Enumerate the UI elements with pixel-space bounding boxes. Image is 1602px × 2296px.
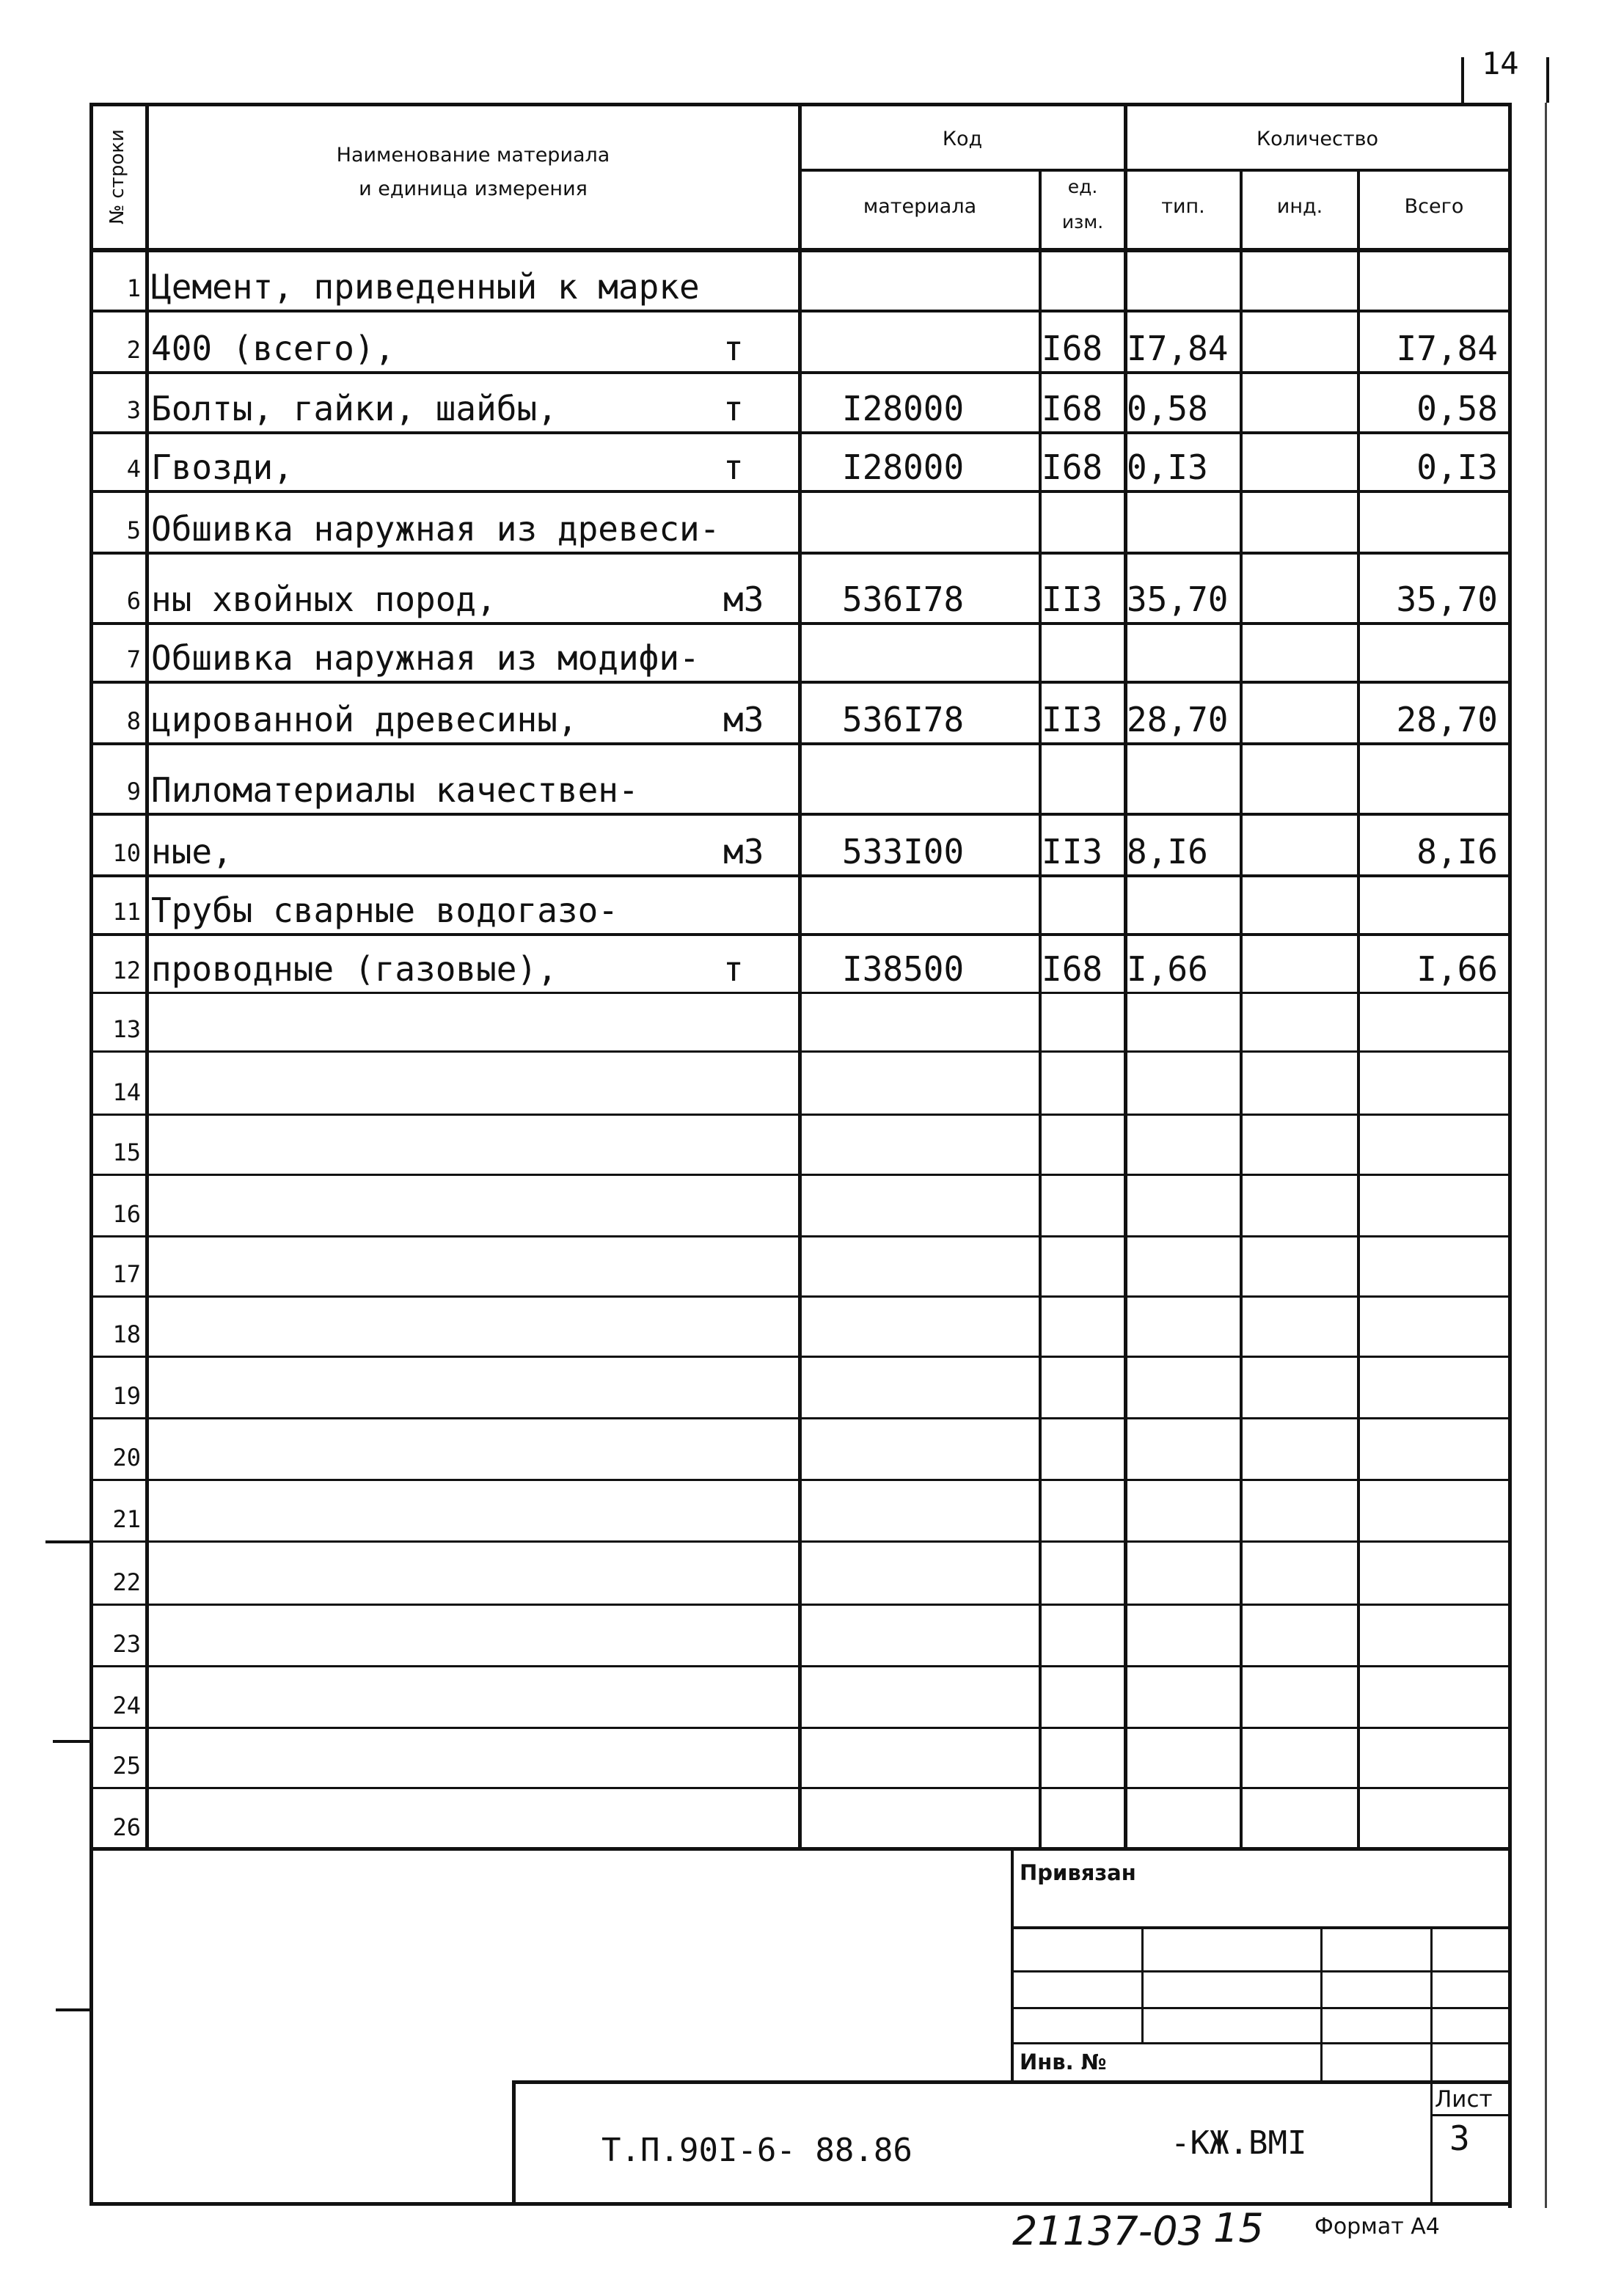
- row-divider: [89, 1417, 1510, 1419]
- quantity-total: 0,I3: [1416, 447, 1498, 487]
- material-unit: т: [723, 949, 744, 989]
- page-number: 14: [1482, 45, 1519, 81]
- row-divider: [89, 1235, 1510, 1237]
- right-margin-line: [1545, 103, 1547, 2208]
- material-name: Болты, гайки, шайбы,: [151, 389, 557, 428]
- typ-header: тип.: [1161, 195, 1205, 218]
- row-number: 6: [126, 587, 141, 615]
- row-divider: [89, 1356, 1510, 1358]
- row-divider: [89, 742, 1510, 745]
- row-divider: [89, 490, 1510, 493]
- sheet-label: Лист: [1435, 2086, 1493, 2113]
- material-name: Обшивка наружная из древеси-: [151, 509, 720, 549]
- material-unit: м3: [723, 580, 764, 619]
- row-divider: [89, 1665, 1510, 1667]
- row-divider: [89, 1479, 1510, 1481]
- unit-code: I68: [1042, 949, 1103, 989]
- material-name: 400 (всего),: [151, 329, 395, 368]
- row-divider: [89, 1540, 1510, 1543]
- material-unit: м3: [723, 700, 764, 739]
- row-number-header: № строки: [106, 129, 128, 224]
- quantity-typ: I7,84: [1127, 329, 1229, 368]
- unit-code: I68: [1042, 389, 1103, 428]
- row-divider: [89, 813, 1510, 816]
- quantity-typ: 28,70: [1127, 700, 1229, 739]
- row-number: 17: [112, 1260, 141, 1288]
- row-number: 10: [112, 839, 141, 867]
- unit-code: II3: [1042, 580, 1103, 619]
- document-code: Т.П.90I-6- 88.86: [601, 2132, 912, 2169]
- row-divider: [89, 933, 1510, 936]
- row-number: 16: [112, 1200, 141, 1228]
- handwritten-page: 15: [1213, 2205, 1264, 2251]
- row-number: 7: [126, 646, 141, 673]
- row-divider: [89, 431, 1510, 434]
- row-divider: [89, 310, 1510, 312]
- material-unit: т: [723, 447, 744, 487]
- row-divider: [89, 1050, 1510, 1053]
- quantity-total: 28,70: [1396, 700, 1498, 739]
- quantity-typ: I,66: [1127, 949, 1208, 989]
- total-header: Всего: [1404, 195, 1464, 218]
- row-divider: [89, 622, 1510, 625]
- quantity-typ: 0,58: [1127, 389, 1208, 428]
- row-number: 25: [112, 1752, 141, 1780]
- row-number: 8: [126, 707, 141, 735]
- margin-mark: [53, 1740, 91, 1743]
- row-divider: [89, 1604, 1510, 1606]
- unit-code: I68: [1042, 447, 1103, 487]
- name-header-line1: Наименование материала: [336, 144, 610, 167]
- quantity-typ: 35,70: [1127, 580, 1229, 619]
- row-number: 5: [126, 516, 141, 544]
- sheet-number: 3: [1449, 2118, 1470, 2158]
- material-name: ны хвойных пород,: [151, 580, 497, 619]
- format-label: Формат А4: [1314, 2214, 1440, 2240]
- material-name: цированной древесины,: [151, 700, 578, 739]
- row-number: 11: [112, 898, 141, 926]
- row-divider: [89, 371, 1510, 374]
- row-number: 21: [112, 1505, 141, 1533]
- inv-number-label: Инв. №: [1020, 2050, 1107, 2074]
- row-divider: [89, 1295, 1510, 1298]
- material-unit: т: [723, 389, 744, 428]
- row-number: 14: [112, 1078, 141, 1106]
- quantity-header: Количество: [1256, 128, 1379, 150]
- row-number: 24: [112, 1692, 141, 1719]
- margin-mark: [45, 1540, 91, 1543]
- material-name: ные,: [151, 832, 233, 871]
- code-header: Код: [942, 128, 983, 150]
- row-number: 26: [112, 1813, 141, 1841]
- material-code: I28000: [842, 447, 965, 487]
- unit-header-line2: изм.: [1061, 211, 1104, 233]
- document-suffix: -КЖ.ВМI: [1171, 2124, 1307, 2162]
- row-divider: [89, 992, 1510, 994]
- row-number: 13: [112, 1015, 141, 1043]
- row-divider: [89, 1727, 1510, 1729]
- row-divider: [89, 1114, 1510, 1116]
- material-code: 533I00: [842, 832, 965, 871]
- ind-header: инд.: [1276, 195, 1323, 218]
- material-unit: т: [723, 329, 744, 368]
- material-name: проводные (газовые),: [151, 949, 557, 989]
- row-divider: [89, 1174, 1510, 1176]
- margin-mark: [56, 2008, 91, 2011]
- material-code-header: материала: [863, 195, 977, 218]
- quantity-typ: 0,I3: [1127, 447, 1208, 487]
- quantity-typ: 8,I6: [1127, 832, 1208, 871]
- quantity-total: 8,I6: [1416, 832, 1498, 871]
- quantity-total: I7,84: [1396, 329, 1498, 368]
- row-divider: [89, 1787, 1510, 1789]
- material-code: I38500: [842, 949, 965, 989]
- unit-header-line1: ед.: [1067, 176, 1098, 197]
- material-name: Трубы сварные водогазо-: [151, 891, 618, 930]
- material-name: Цемент, приведенный к марке: [151, 267, 700, 307]
- material-unit: м3: [723, 832, 764, 871]
- row-number: 20: [112, 1444, 141, 1471]
- row-number: 4: [126, 455, 141, 483]
- privyazan-label: Привязан: [1020, 1860, 1136, 1885]
- row-number: 18: [112, 1320, 141, 1348]
- unit-code: II3: [1042, 700, 1103, 739]
- material-name: Гвозди,: [151, 447, 293, 487]
- name-header-line2: и единица измерения: [359, 178, 588, 200]
- row-number: 22: [112, 1568, 141, 1596]
- unit-code: II3: [1042, 832, 1103, 871]
- row-number: 15: [112, 1138, 141, 1166]
- row-divider: [89, 552, 1510, 555]
- row-number: 3: [126, 396, 141, 424]
- row-number: 19: [112, 1382, 141, 1410]
- material-code: 536I78: [842, 580, 965, 619]
- unit-code: I68: [1042, 329, 1103, 368]
- quantity-total: 0,58: [1416, 389, 1498, 428]
- quantity-total: I,66: [1416, 949, 1498, 989]
- row-number: 2: [126, 336, 141, 364]
- row-divider: [89, 681, 1510, 684]
- row-number: 9: [126, 778, 141, 805]
- row-number: 23: [112, 1630, 141, 1658]
- material-code: 536I78: [842, 700, 965, 739]
- material-code: I28000: [842, 389, 965, 428]
- material-name: Обшивка наружная из модифи-: [151, 638, 700, 678]
- row-number: 1: [126, 274, 141, 302]
- row-divider: [89, 874, 1510, 877]
- quantity-total: 35,70: [1396, 580, 1498, 619]
- handwritten-number: 21137-03: [1012, 2208, 1203, 2254]
- material-name: Пиломатериалы качествен-: [151, 770, 639, 810]
- row-number: 12: [112, 957, 141, 984]
